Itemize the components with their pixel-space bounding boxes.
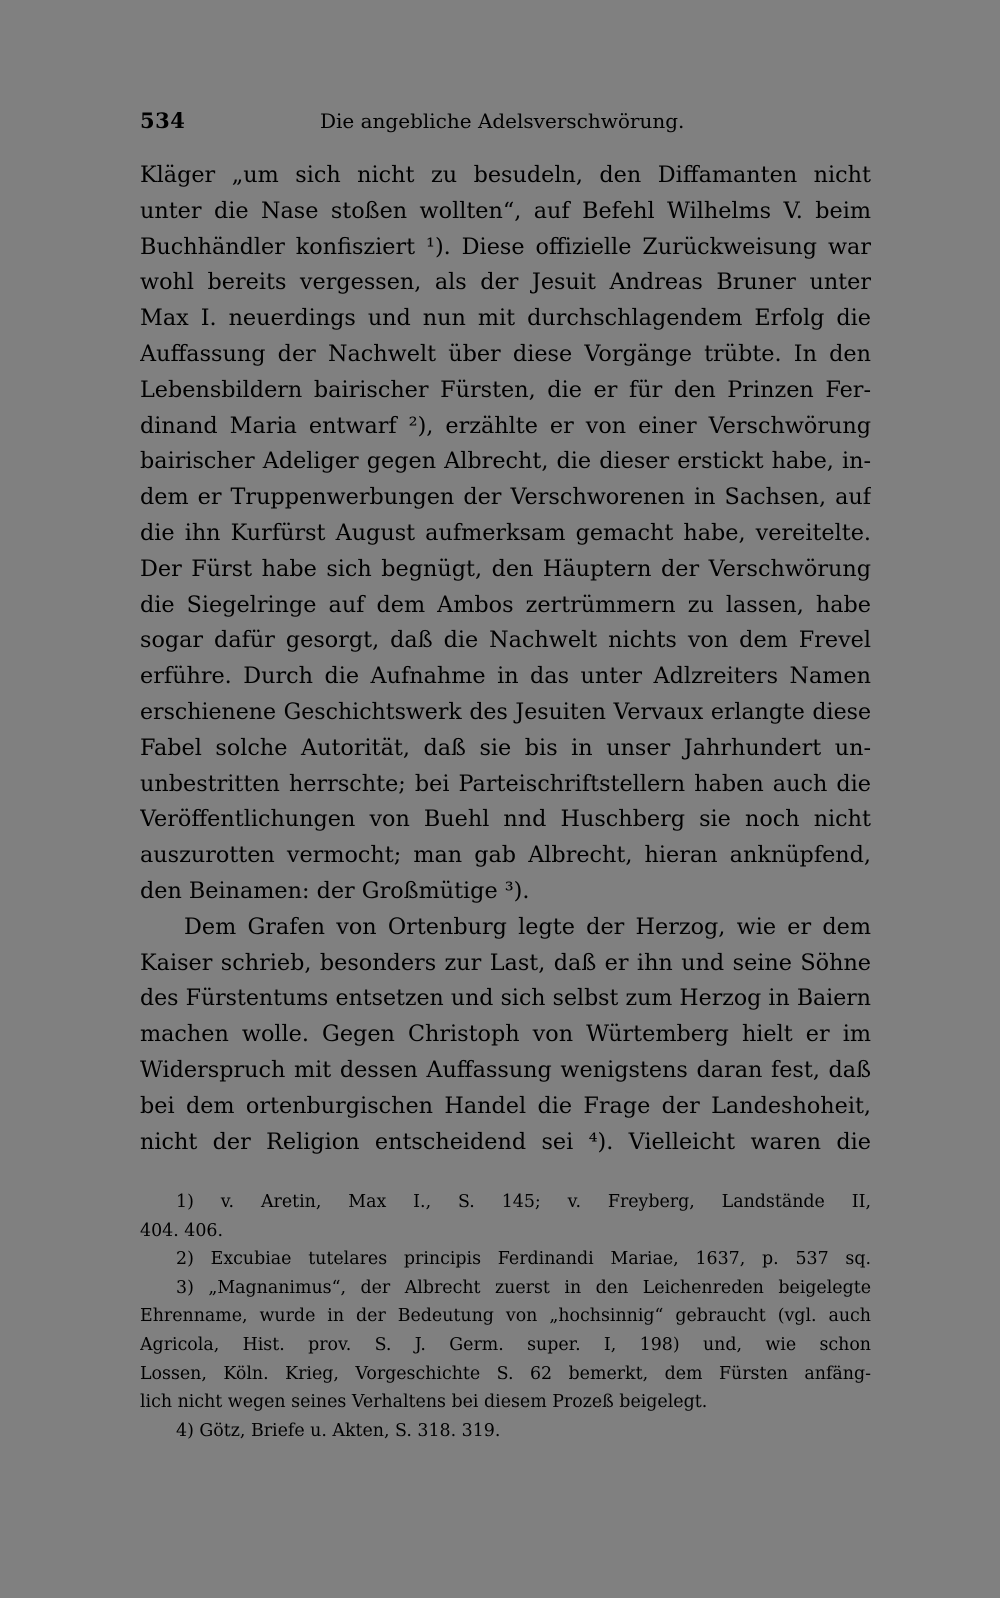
text-line: des Fürstentums entsetzen und sich selbst zum Herzog in Baiern bbox=[140, 986, 871, 1012]
footnote bbox=[140, 1274, 871, 1417]
text-line: Kaiser schrieb, besonders zur Last, daß er ihn und seine Söhne bbox=[140, 949, 871, 976]
book-page bbox=[140, 0, 871, 1598]
text-line: Buchhändler konfisziert ¹). Diese offizielle Zurückweisung war bbox=[140, 233, 871, 260]
footnote bbox=[140, 1188, 871, 1245]
text-line: Veröffentlichungen von Buehl nnd Huschberg sie noch nicht bbox=[140, 806, 871, 833]
text-line: die Siegelringe auf dem Ambos zertrümmern zu lassen, habe bbox=[140, 591, 871, 618]
paragraph bbox=[140, 158, 871, 910]
text-line: dem er Truppenwerbungen der Verschworenen in Sachsen, auf bbox=[140, 484, 871, 511]
text-line: Fabel solche Autorität, daß sie bis in unser Jahrhundert un- bbox=[140, 734, 871, 761]
footnote-line: Agricola, Hist. prov. S. J. Germ. super. I, 198) und, wie schon bbox=[140, 1334, 871, 1355]
text-line: auszurotten vermocht; man gab Albrecht, hieran anknüpfend, bbox=[140, 842, 871, 869]
text-line: wohl bereits vergessen, als der Jesuit Andreas Bruner unter bbox=[140, 269, 871, 296]
text-line: bei dem ortenburgischen Handel die Frage der Landeshoheit, bbox=[140, 1092, 871, 1119]
footnote-line: Ehrenname, wurde in der Bedeutung von „hochsinnig“ gebraucht (vgl. auch bbox=[140, 1306, 871, 1327]
text-line: machen wolle. Gegen Christoph von Würtemberg hielt er im bbox=[140, 1021, 871, 1048]
page-number: 534 bbox=[140, 108, 186, 133]
text-line: Max I. neuerdings und nun mit durchschlagendem Erfolg die bbox=[140, 305, 871, 332]
body-text bbox=[140, 158, 871, 1160]
text-line: dinand Maria entwarf ²), erzählte er von einer Verschwörung bbox=[140, 412, 871, 439]
text-line: Lebensbildern bairischer Fürsten, die er für den Prinzen Fer- bbox=[140, 376, 871, 403]
footnote-line: 404. 406. bbox=[140, 1220, 223, 1241]
footnote-line: 3) „Magnanimus“, der Albrecht zuerst in den Leichenreden beigelegte bbox=[176, 1277, 871, 1298]
footnote-line: 1) v. Aretin, Max I., S. 145; v. Freyberg, Landstände II, bbox=[176, 1192, 871, 1212]
text-line: Widerspruch mit dessen Auffassung wenigstens daran fest, daß bbox=[140, 1056, 871, 1083]
text-line: nicht der Religion entscheidend sei ⁴). Vielleicht waren die bbox=[140, 1128, 871, 1155]
text-line: den Beinamen: der Großmütige ³). bbox=[140, 877, 530, 904]
text-line: Dem Grafen von Ortenburg legte der Herzog, wie er dem bbox=[184, 913, 871, 940]
text-line: bairischer Adeliger gegen Albrecht, die dieser erstickt habe, in- bbox=[140, 448, 871, 475]
text-line: unbestritten herrschte; bei Parteischriftstellern haben auch die bbox=[140, 770, 871, 797]
footnote bbox=[140, 1245, 871, 1274]
text-line: erschienene Geschichtswerk des Jesuiten Vervaux erlangte diese bbox=[140, 699, 871, 725]
running-head bbox=[140, 104, 871, 138]
footnote bbox=[140, 1417, 871, 1446]
text-line: Auffassung der Nachwelt über diese Vorgänge trübte. In den bbox=[140, 340, 871, 367]
running-title: Die angebliche Adelsverschwörung. bbox=[320, 109, 685, 133]
paragraph bbox=[140, 910, 871, 1161]
text-line: erführe. Durch die Aufnahme in das unter Adlzreiters Namen bbox=[140, 663, 871, 690]
text-line: Kläger „um sich nicht zu besudeln, den Diffamanten nicht bbox=[140, 162, 871, 188]
footnote-line: Lossen, Köln. Krieg, Vorgeschichte S. 62 bemerkt, dem Fürsten anfäng- bbox=[140, 1363, 871, 1384]
text-line: Der Fürst habe sich begnügt, den Häuptern der Verschwörung bbox=[140, 555, 871, 582]
text-line: die ihn Kurfürst August aufmerksam gemacht habe, vereitelte. bbox=[140, 519, 871, 546]
footnote-line: 2) Excubiae tutelares principis Ferdinandi Mariae, 1637, p. 537 sq. bbox=[176, 1249, 871, 1270]
text-line: sogar dafür gesorgt, daß die Nachwelt nichts von dem Frevel bbox=[140, 627, 871, 654]
footnote-line: 4) Götz, Briefe u. Akten, S. 318. 319. bbox=[176, 1420, 501, 1441]
footnotes bbox=[140, 1188, 871, 1445]
text-line: unter die Nase stoßen wollten“, auf Befehl Wilhelms V. beim bbox=[140, 197, 871, 224]
footnote-line: lich nicht wegen seines Verhaltens bei diesem Prozeß beigelegt. bbox=[140, 1392, 708, 1413]
